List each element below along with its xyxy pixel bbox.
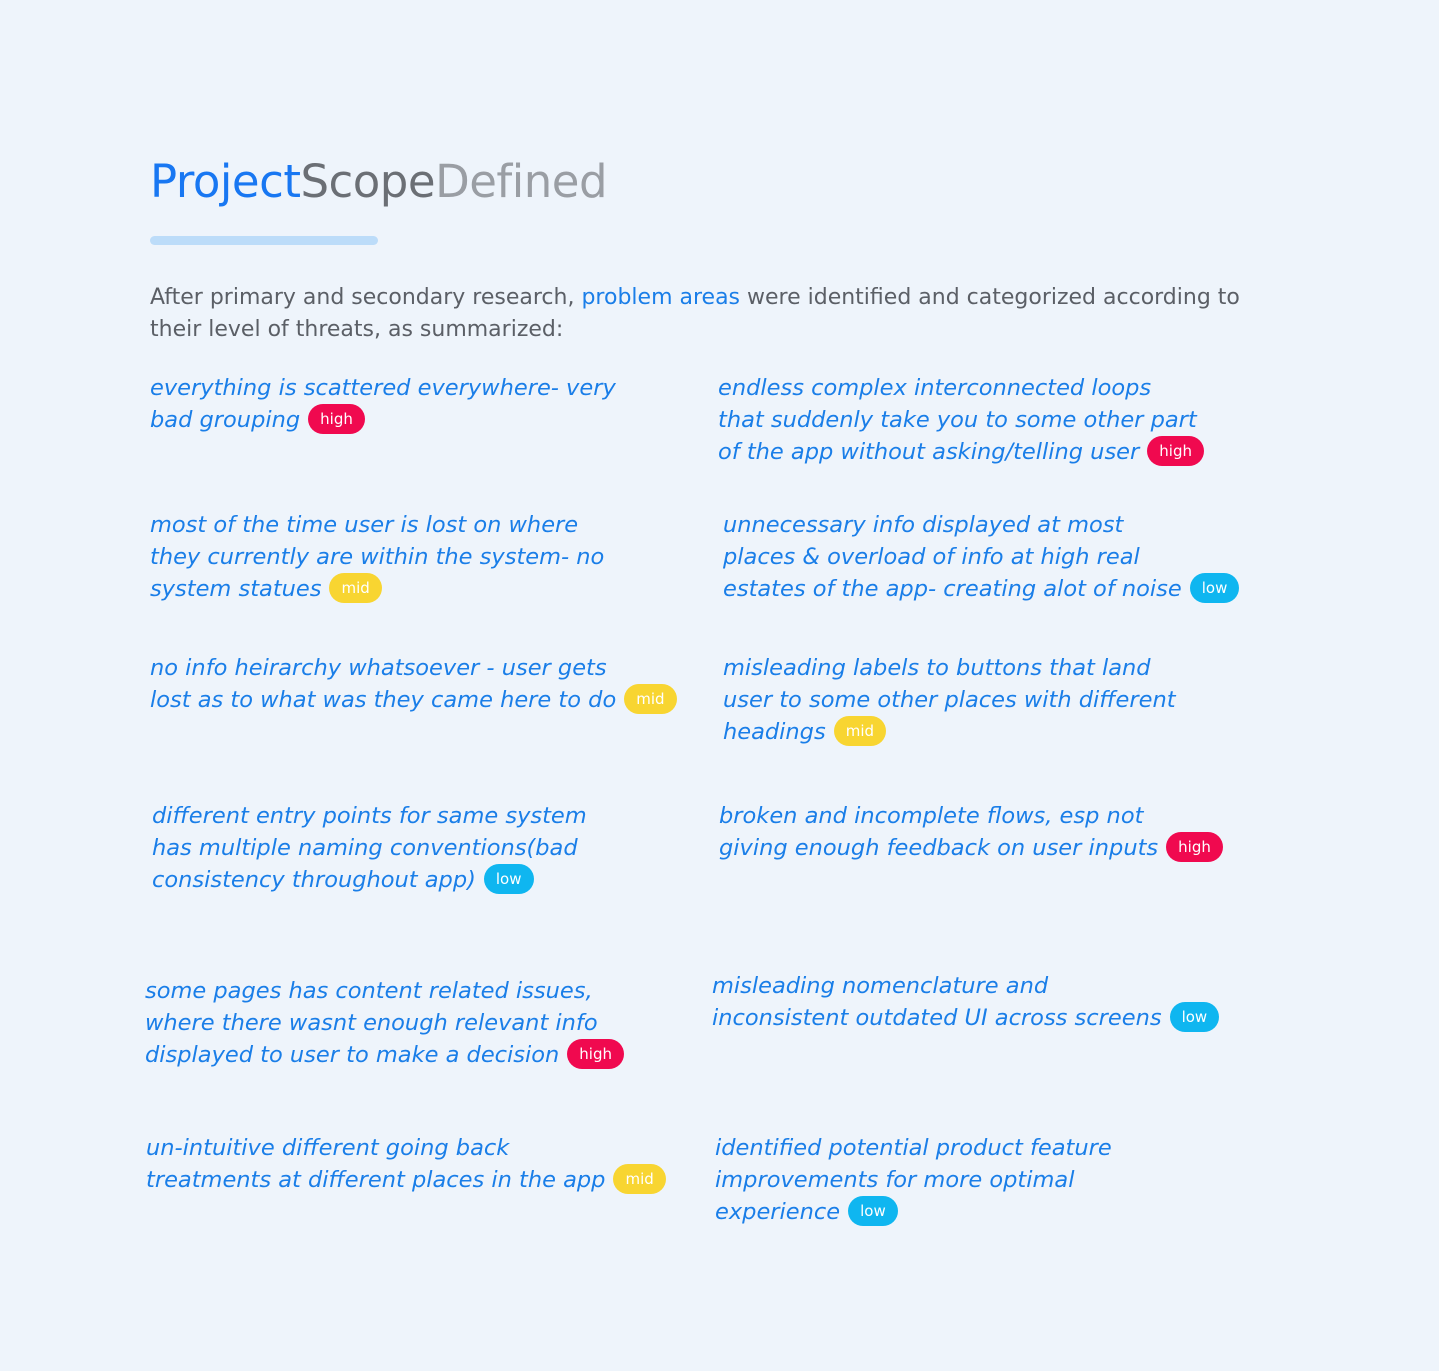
issue-going-back-treatments xyxy=(146,1132,666,1196)
issue-line: giving enough feedback on user inputs xyxy=(719,835,1159,861)
severity-badge-low: low xyxy=(848,1196,898,1226)
severity-badge-high: high xyxy=(1147,436,1204,466)
issue-line: headings xyxy=(723,719,826,745)
title-part-defined: Defined xyxy=(435,155,608,208)
issue-interconnected-loops xyxy=(718,372,1204,468)
issue-line: inconsistent outdated UI across screens xyxy=(712,1005,1162,1031)
severity-badge-mid: mid xyxy=(329,573,381,603)
severity-badge-low: low xyxy=(1170,1002,1220,1032)
severity-badge-low: low xyxy=(484,864,534,894)
issue-info-overload xyxy=(723,509,1239,605)
issue-line: identified potential product feature xyxy=(715,1135,1112,1161)
severity-badge-high: high xyxy=(1166,832,1223,862)
issue-line: experience xyxy=(715,1199,841,1225)
issue-lost-in-system xyxy=(150,509,604,605)
issue-line: unnecessary info displayed at most xyxy=(723,512,1124,538)
issue-line: no info heirarchy whatsoever - user gets xyxy=(150,655,607,681)
intro-text-before: After primary and secondary research, xyxy=(150,285,582,310)
issue-line: un-intuitive different going back xyxy=(146,1135,510,1161)
issue-line: lost as to what was they came here to do xyxy=(150,687,617,713)
issue-line: estates of the app- creating alot of noise xyxy=(723,576,1182,602)
issue-feature-improvements xyxy=(715,1132,1112,1228)
issue-line: that suddenly take you to some other part xyxy=(718,407,1197,433)
issue-line: they currently are within the system- no xyxy=(150,544,605,570)
severity-badge-mid: mid xyxy=(624,684,676,714)
severity-badge-high: high xyxy=(308,404,365,434)
intro-text-after: were identified and categorized according to their level of threats, as summarized: xyxy=(150,285,1240,342)
issue-line: bad grouping xyxy=(150,407,301,433)
issue-line: consistency throughout app) xyxy=(152,867,476,893)
severity-badge-low: low xyxy=(1190,573,1240,603)
intro-paragraph xyxy=(150,282,1250,346)
issue-multiple-entry-points xyxy=(152,800,587,896)
issue-line: misleading labels to buttons that land xyxy=(723,655,1151,681)
issue-line: where there wasnt enough relevant info xyxy=(145,1010,598,1036)
issue-line: most of the time user is lost on where xyxy=(150,512,579,538)
issue-misleading-nomenclature xyxy=(712,970,1219,1034)
title-part-scope: Scope xyxy=(300,155,436,208)
issue-no-info-hierarchy xyxy=(150,652,677,716)
issue-broken-flows xyxy=(719,800,1223,864)
issue-misleading-labels xyxy=(723,652,1176,748)
issue-line: user to some other places with different xyxy=(723,687,1176,713)
issue-line: improvements for more optimal xyxy=(715,1167,1075,1193)
page-title xyxy=(150,152,607,212)
issue-line: displayed to user to make a decision xyxy=(145,1042,560,1068)
issue-line: system statues xyxy=(150,576,322,602)
severity-badge-high: high xyxy=(567,1039,624,1069)
severity-badge-mid: mid xyxy=(834,716,886,746)
issue-line: places & overload of info at high real xyxy=(723,544,1140,570)
issue-content-related xyxy=(145,975,624,1071)
issue-line: different entry points for same system xyxy=(152,803,587,829)
title-part-project: Project xyxy=(150,155,301,208)
intro-highlight: problem areas xyxy=(581,285,741,310)
issue-line: some pages has content related issues, xyxy=(145,978,593,1004)
issue-line: has multiple naming conventions(bad xyxy=(152,835,578,861)
severity-badge-mid: mid xyxy=(613,1164,665,1194)
issue-line: endless complex interconnected loops xyxy=(718,375,1152,401)
title-underline xyxy=(150,236,378,245)
issue-line: misleading nomenclature and xyxy=(712,973,1049,999)
issue-line: broken and incomplete flows, esp not xyxy=(719,803,1144,829)
issue-bad-grouping xyxy=(150,372,616,436)
issue-line: treatments at different places in the app xyxy=(146,1167,606,1193)
issue-line: everything is scattered everywhere- very xyxy=(150,375,616,401)
issue-line: of the app without asking/telling user xyxy=(718,439,1140,465)
